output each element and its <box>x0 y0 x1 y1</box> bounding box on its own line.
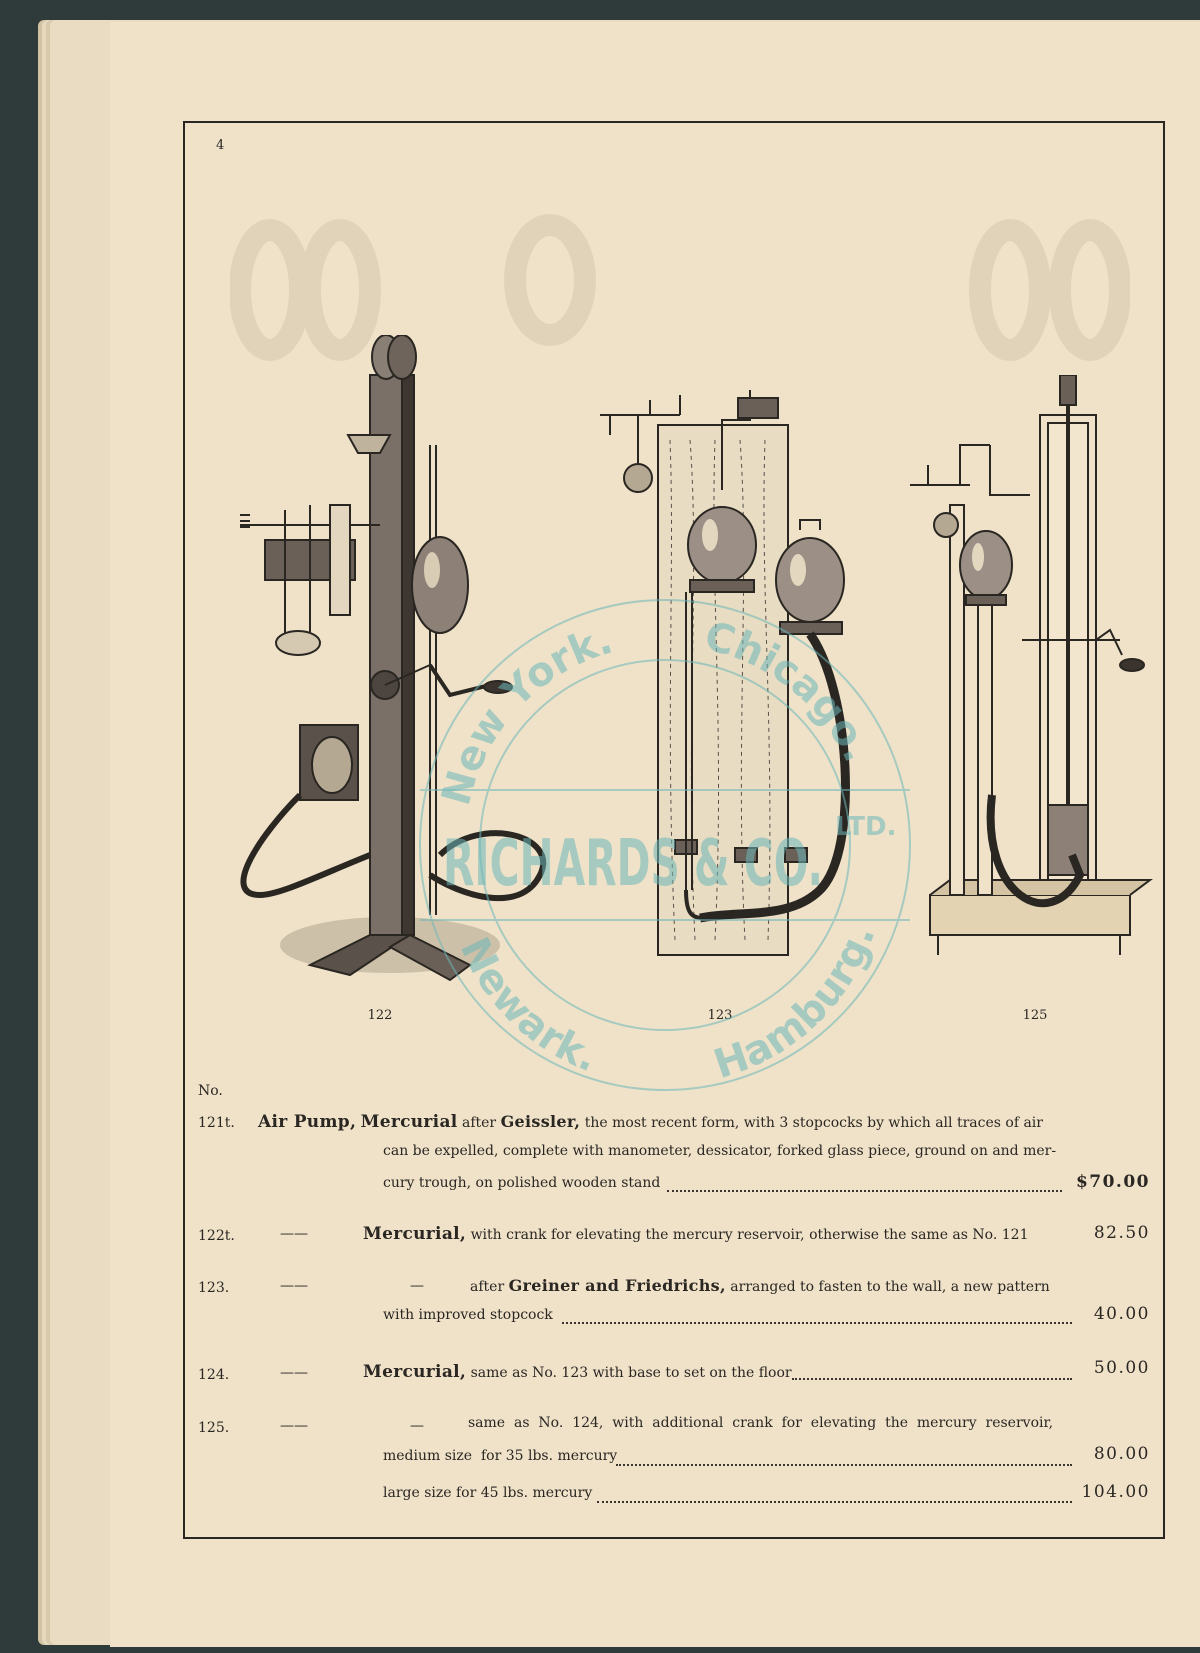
entry-price: 82.50 <box>1093 1223 1150 1243</box>
ditto-dash: — <box>410 1278 424 1294</box>
illustration-caption-125: 125 <box>1022 1008 1048 1023</box>
dealer-ink-stamp <box>405 585 925 1105</box>
page-number: 4 <box>216 138 225 153</box>
entry-125-line3: large size for 45 lbs. mercury <box>383 1485 593 1501</box>
stamp-city-newark: Newark. <box>450 930 604 1082</box>
stamp-city-hamburg: Hamburg. <box>708 919 885 1089</box>
air-pump-125-illustration <box>910 375 1155 965</box>
ditto-dash: —— <box>280 1226 308 1242</box>
entry-125-line2: medium size for 35 lbs. mercury <box>383 1448 618 1464</box>
ditto-dash: —— <box>280 1365 308 1381</box>
entry-123-line2: with improved stopcock <box>383 1307 553 1323</box>
entry-number: 124. <box>198 1367 230 1383</box>
entry-price: 40.00 <box>1093 1304 1150 1324</box>
entry-125-line1: same as No. 124, with additional crank for elevating the mercury reservoir, <box>468 1415 1054 1431</box>
dot-leader <box>667 1176 1062 1192</box>
entry-number: 125. <box>198 1420 230 1436</box>
entry-122-line1 <box>363 1224 1028 1244</box>
dot-leader <box>562 1308 1072 1324</box>
entry-title: Mercurial, <box>363 1362 467 1382</box>
dot-leader <box>616 1450 1072 1466</box>
entry-number: 122t. <box>198 1228 235 1244</box>
entry-after: after <box>470 1279 505 1295</box>
entry-subtitle: Mercurial <box>360 1112 458 1132</box>
svg-text:Newark. <box>451 930 604 1081</box>
entry-number: 121t. <box>198 1115 235 1131</box>
ditto-dash: — <box>410 1418 424 1434</box>
entry-maker: Greiner and Friedrichs, <box>508 1276 726 1295</box>
entry-number: 123. <box>198 1280 230 1296</box>
entry-121-line3: cury trough, on polished wooden stand <box>383 1175 661 1191</box>
svg-text:Hamburg. <box>708 919 884 1088</box>
column-header-no: No. <box>198 1083 223 1099</box>
entry-title: Air Pump, <box>258 1112 357 1132</box>
entry-123-line1 <box>470 1276 1050 1295</box>
svg-text:New York. <box>433 617 618 810</box>
entry-price: 50.00 <box>1093 1358 1150 1378</box>
entry-124-line1 <box>363 1362 792 1382</box>
ditto-dash: —— <box>280 1278 308 1294</box>
entry-price: $70.00 <box>1075 1172 1150 1192</box>
entry-description: with crank for elevating the mercury reservoir, otherwise the same as No. 121 <box>470 1227 1029 1243</box>
entry-121-line1 <box>258 1112 1043 1132</box>
entry-description: the most recent form, with 3 stopcocks by which all traces of air <box>584 1115 1043 1131</box>
illustration-caption-123: 123 <box>707 1008 733 1023</box>
ditto-dash: —— <box>280 1418 308 1434</box>
svg-text:Chicago. <box>700 613 881 769</box>
entry-description: arranged to fasten to the wall, a new pattern <box>730 1279 1050 1295</box>
illustration-caption-122: 122 <box>367 1008 393 1023</box>
entry-title: Mercurial, <box>363 1224 467 1244</box>
stamp-city-newyork: New York. <box>433 616 618 811</box>
entry-description: same as No. 123 with base to set on the floor <box>470 1365 792 1381</box>
entry-price-large: 104.00 <box>1081 1482 1150 1502</box>
stamp-ltd: LTD. <box>835 812 897 842</box>
stamp-city-chicago: Chicago. <box>699 613 881 769</box>
entry-maker: Geissler, <box>500 1112 581 1131</box>
dot-leader <box>792 1364 1072 1380</box>
entry-after: after <box>461 1115 497 1131</box>
dot-leader <box>597 1487 1072 1503</box>
stamp-company-name: RICHARDS & CO. <box>443 827 823 901</box>
entry-price-medium: 80.00 <box>1093 1444 1150 1464</box>
entry-121-line2: can be expelled, complete with manometer, dessicator, forked glass piece, ground on and mer- <box>383 1143 1057 1159</box>
